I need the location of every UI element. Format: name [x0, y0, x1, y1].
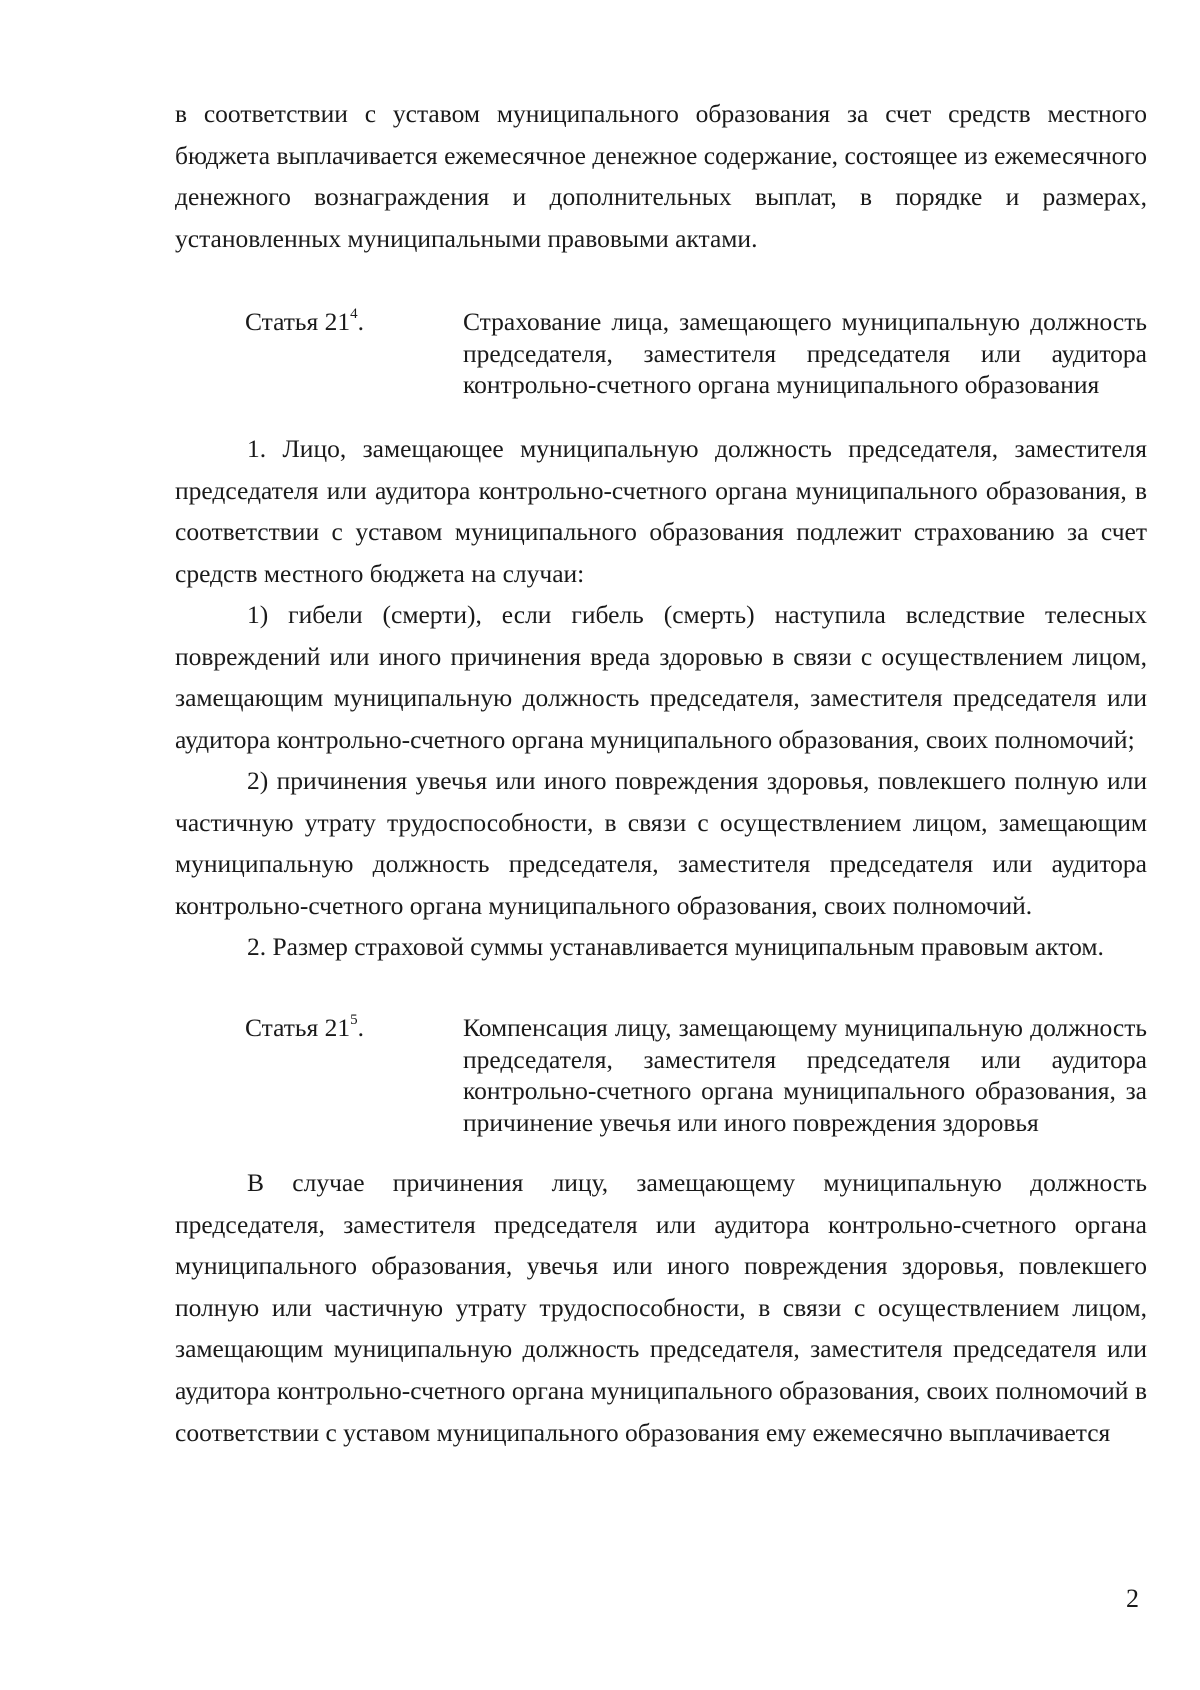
article-21-5-title: Компенсация лицу, замещающему муниципальную должность председателя, заместителя председателя или аудитора контрольно-счетного органа муниципального образования, за причинение увечья или иного повреждения здоровья: [463, 1013, 1147, 1137]
article-superscript: 4: [350, 305, 358, 322]
article-21-4-number: [245, 306, 364, 338]
article-21-5-number: [245, 1012, 364, 1044]
paragraph-1: 1. Лицо, замещающее муниципальную должность председателя, заместителя председателя или аудитора контрольно-счетного органа муниципального образования, в соответствии с уставом муниципального образования подлежит страхованию за счет средств местного бюджета на случаи:: [175, 434, 1147, 588]
article-label: Статья 21: [245, 307, 351, 336]
article-superscript: 5: [350, 1011, 358, 1028]
page-number: 2: [1126, 1584, 1139, 1613]
paragraph-3: В случае причинения лицу, замещающему муниципальную должность председателя, заместителя председателя или аудитора контрольно-счетного органа муниципального образования, увечья или иного повреждения здоровья, повлекшего полную или частичную утрату трудоспособности, в связи с осуществлением лицом, замещающим муниципальную должность председателя, заместителя председателя или аудитора контрольно-счетного органа муниципального образования, своих полномочий в соответствии с уставом муниципального образования ему ежемесячно выплачивается: [175, 1168, 1147, 1447]
article-suffix: .: [357, 1013, 365, 1042]
paragraph-1-item-2: 2) причинения увечья или иного повреждения здоровья, повлекшего полную или частичную утрату трудоспособности, в связи с осуществлением лицом, замещающим муниципальную должность председателя, заместителя председателя или аудитора контрольно-счетного органа муниципального образования, своих полномочий.: [175, 766, 1147, 920]
article-label: Статья 21: [245, 1013, 351, 1042]
article-suffix: .: [357, 307, 365, 336]
article-21-4-title: Страхование лица, замещающего муниципальную должность председателя, заместителя председателя или аудитора контрольно-счетного органа муниципального образования: [463, 307, 1147, 399]
paragraph-1-item-1: 1) гибели (смерти), если гибель (смерть) наступила вследствие телесных повреждений или иного причинения вреда здоровью в связи с осуществлением лицом, замещающим муниципальную должность председателя, заместителя председателя или аудитора контрольно-счетного органа муниципального образования, своих полномочий;: [175, 600, 1147, 754]
intro-paragraph: в соответствии с уставом муниципального образования за счет средств местного бюджета выплачивается ежемесячное денежное содержание, состоящее из ежемесячного денежного вознаграждения и дополнительных выплат, в порядке и размерах, установленных муниципальными правовыми актами.: [175, 99, 1147, 253]
paragraph-2: 2. Размер страховой суммы устанавливается муниципальным правовым актом.: [247, 932, 1104, 961]
